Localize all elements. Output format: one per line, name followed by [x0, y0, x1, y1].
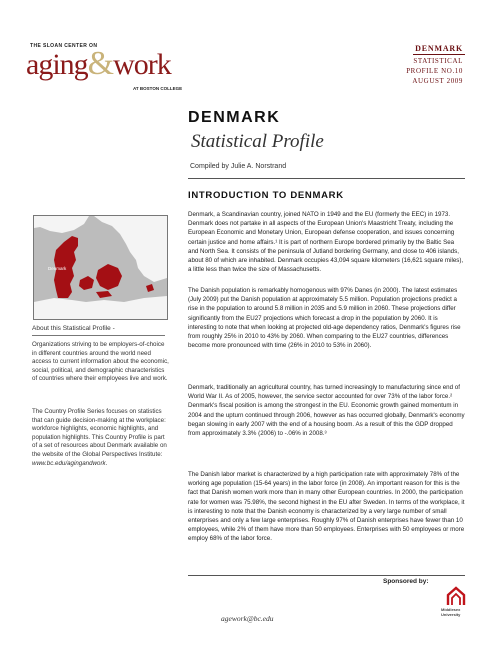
sidebar-paragraph-2-end: .	[105, 459, 108, 467]
footer-divider	[188, 575, 465, 576]
economy-paragraph: Denmark, traditionally an agricultural country, has turned increasingly to manufacturing since end of World War II. As of 2005, however, the service sector accounted for over 73% of the labor force.² Denmark's fiscal position is among the strongest in the EU. Economic growth gained momentum in 2004 and the upturn continued through 2006, however as has occurred globally, Denmark's economy began slowing in early 2007 with the end of a housing boom. As a result of this the GDP dropped from approximately 3.3% (2006) to -.06% in 2008.³	[188, 384, 465, 438]
sponsor-name-line-2: University	[441, 612, 461, 617]
sponsor-logo-inner-arch	[452, 594, 460, 605]
sponsor-logo-icon	[443, 585, 469, 607]
profile-type: STATISTICAL	[413, 57, 463, 65]
sidebar-divider	[32, 335, 165, 336]
logo-word-work: work	[113, 48, 171, 81]
sponsor-name-line-1: Middlesex	[441, 607, 461, 612]
labor-paragraph: The Danish labor market is characterized by a high participation rate with approximately 78% of the working age population (15-64 years) in the labor force (in 2008). An important reason for this is the fact that Danish women work more than in many other European countries. In 2000, the participation rate for women was 75.98%, the second highest in the EU after Sweden. In terms of the workplace, it is interesting to note that the Danish economy is characterized by a very large number of small enterprises and only a few large enterprises. Roughly 97% of Danish enterprises have fewer than 10 employees, while 2% of them have more than 50 employees. Enterprises with 50 employees or more employ 68% of the labor force.	[188, 471, 465, 543]
map-country-label: Denmark	[48, 266, 67, 271]
institute-website-link[interactable]: www.bc.edu/agingandwork	[32, 459, 106, 467]
profile-number: PROFILE NO.10	[406, 67, 463, 75]
logo-subline: AT BOSTON COLLEGE	[133, 86, 183, 91]
logo-ampersand: &	[87, 45, 114, 82]
logo-word-aging: aging	[26, 48, 88, 81]
intro-paragraph: Denmark, a Scandinavian country, joined NATO in 1949 and the EU (formerly the EEC) in 1973. Denmark does not partake in all aspects of the European Union's Maastricht Treaty, including the European Economic and Monetary Union, European defense cooperation, and issues concerning certain justice and home affairs.¹ It is part of northern Europe bordered primarily by the Baltic Sea and North Sea. It consists of the peninsula of Jutland bordering Germany, and close to 406 islands, about 80 of which are inhabited. Denmark occupies 43,094 square kilometers (16,621 square miles), a little less than twice the size of Massachusetts.	[188, 211, 464, 274]
page-subtitle: Statistical Profile	[191, 131, 324, 152]
section-heading: INTRODUCTION TO DENMARK	[188, 190, 344, 201]
header-divider	[188, 178, 465, 179]
sponsor-logo-arch	[448, 588, 464, 605]
profile-date: AUGUST 2009	[412, 77, 463, 85]
sidebar-paragraph-2-text: The Country Profile Series focuses on statistics that can guide decision-making at the workplace: workforce highlights, economic highlights, and population highlights. This Country Profile is part of a set of resources about Denmark available on the website of the Global Perspectives Institute:	[32, 408, 167, 458]
profile-country: DENMARK	[415, 44, 463, 53]
contact-email-link[interactable]: agework@bc.edu	[221, 614, 274, 623]
compiled-by: Compiled by Julie A. Norstrand	[190, 163, 287, 170]
population-paragraph: The Danish population is remarkably homogenous with 97% Danes (in 2000). The latest estimates (July 2009) put the Danish population at approximately 5.5 million. Population projections predict a rise in the population to around 5.8 million in 2035 and 5.9 million in 2060. These projections differ significantly from the EU27 projections which forecast a drop in the population by 2060. It is interesting to note that when looking at projected old-age dependency ratios, Denmark's figures rise from roughly 25% in 2010 to 43% by 2060. When comparing to the EU27 countries, differences become more pronounced with time (26% in 2010 to 53% in 2060).	[188, 287, 461, 350]
logo-tagline: THE SLOAN CENTER ON	[30, 43, 98, 49]
sponsor-logo	[443, 585, 469, 619]
sponsored-by-label: Sponsored by:	[383, 578, 429, 585]
sidebar-paragraph-2	[32, 408, 170, 468]
denmark-map	[33, 215, 168, 320]
sidebar-paragraph-1: Organizations striving to be employers-of-choice in different countries around the world need access to current information about the economic, social, political, and demographic characteristics of countries where their employees live and work.	[32, 341, 169, 383]
info-divider	[413, 54, 465, 55]
page-title: DENMARK	[188, 109, 281, 126]
sidebar-title: About this Statistical Profile -	[32, 325, 115, 332]
